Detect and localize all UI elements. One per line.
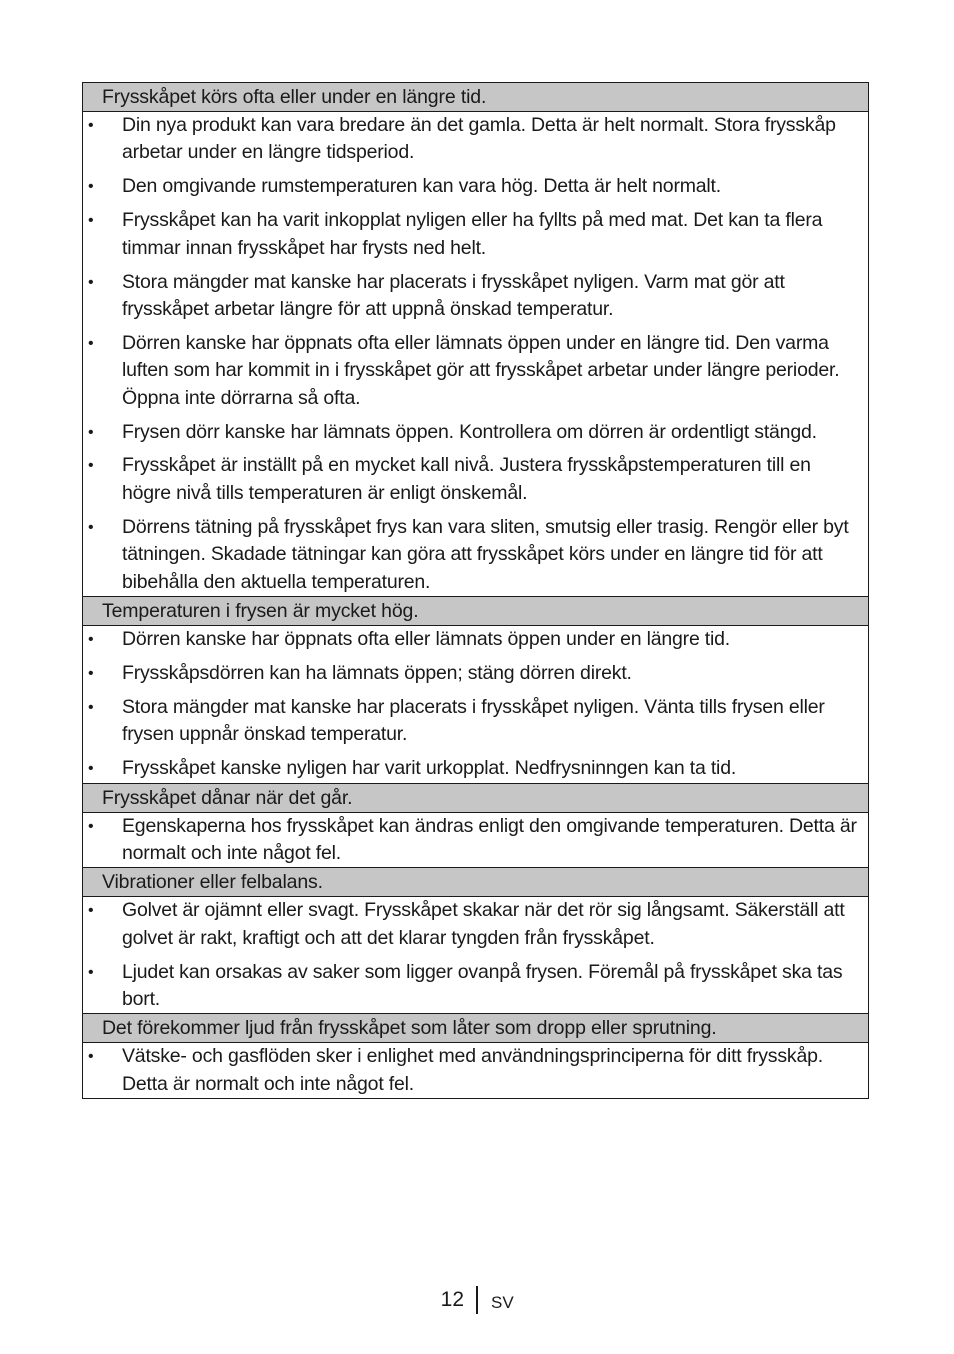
list-item-text: Frysskåpet kanske nyligen har varit urkopplat. Nedfrysninngen kan ta tid.: [122, 757, 737, 780]
footer-divider: [476, 1286, 478, 1314]
list-item: [83, 694, 862, 749]
list-item: [83, 112, 862, 167]
list-item-text: Egenskaperna hos frysskåpet kan ändras enligt den omgivande temperaturen. Detta är normalt och inte något fel.: [122, 814, 857, 864]
section-body: [83, 897, 868, 1014]
list-item: [83, 959, 862, 1014]
list-item: [83, 419, 862, 446]
list-item: [83, 330, 862, 412]
bullet-icon: •: [88, 117, 94, 134]
bullet-icon: •: [88, 963, 94, 981]
troubleshooting-table: [82, 82, 869, 1099]
list-item: [83, 626, 862, 653]
section-body: [83, 112, 868, 597]
list-item-text: Vätske- och gasflöden sker i enlighet med användningsprinciperna för ditt frysskåp. Detta är normalt och inte något fel.: [122, 1045, 823, 1095]
section-heading: Det förekommer ljud från frysskåpet som låter som dropp eller sprutning.: [83, 1014, 868, 1043]
list-item-text: Den omgivande rumstemperaturen kan vara hög. Detta är helt normalt.: [122, 175, 721, 198]
page-number: 12: [440, 1288, 464, 1311]
section-body: [83, 626, 868, 784]
bullet-icon: •: [88, 273, 94, 291]
bullet-icon: •: [88, 760, 94, 778]
section-dripping-sound: [83, 1014, 868, 1098]
list-item-text: Frysen dörr kanske har lämnats öppen. Kontrollera om dörren är ordentligt stängd.: [122, 420, 817, 443]
list-item-text: Dörren kanske har öppnats ofta eller lämnats öppen under en längre tid.: [122, 628, 731, 650]
language-code: SV: [491, 1293, 514, 1312]
list-item: [83, 660, 862, 687]
list-item-text: Dörren kanske har öppnats ofta eller lämnats öppen under en längre tid. Den varma luften som har kommit in i frysskåpet gör att frysskåpet arbetar under längre perioder. Öppna inte dörrarna så ofta.: [122, 331, 840, 409]
list-item: [83, 514, 862, 596]
list-item: [83, 452, 862, 507]
list-item-text: Stora mängder mat kanske har placerats i frysskåpet nyligen. Varm mat gör att frysskåpet arbetar längre för att uppnå önskad temperatur.: [122, 270, 785, 320]
list-item: [83, 755, 862, 782]
section-body: [83, 813, 868, 869]
list-item: [83, 207, 862, 262]
bullet-icon: •: [88, 902, 94, 920]
list-item-text: Frysskåpsdörren kan ha lämnats öppen; stäng dörren direkt.: [122, 661, 632, 684]
list-item-text: Din nya produkt kan vara bredare än det gamla. Detta är helt normalt. Stora frysskåp arbetar under en längre tidsperiod.: [122, 114, 836, 164]
list-item: [83, 1043, 862, 1098]
section-vibrations: [83, 868, 868, 1014]
section-heading: Temperaturen i frysen är mycket hög.: [83, 597, 868, 626]
bullet-icon: •: [88, 664, 94, 682]
list-item-text: Dörrens tätning på frysskåpet frys kan vara sliten, smutsig eller trasig. Rengör eller byt tätningen. Skadade tätningar kan göra att frysskåpet körs under en längre tid för att bibehålla den aktuella temperaturen.: [122, 515, 849, 593]
section-humming: [83, 784, 868, 869]
bullet-icon: •: [88, 423, 94, 441]
list-item-text: Stora mängder mat kanske har placerats i frysskåpet nyligen. Vänta tills frysen eller frysen uppnår önskad temperatur.: [122, 695, 825, 746]
list-item: [83, 173, 862, 200]
bullet-icon: •: [88, 518, 94, 536]
bullet-icon: •: [88, 212, 94, 230]
list-item-text: Golvet är ojämnt eller svagt. Frysskåpet skakar när det rör sig långsamt. Säkerställ att golvet är rakt, kraftigt och att det klarar tyngden från frysskåpet.: [122, 899, 845, 949]
list-item-text: Ljudet kan orsakas av saker som ligger ovanpå frysen. Föremål på frysskåpet ska tas bort.: [122, 960, 843, 1011]
bullet-icon: •: [88, 817, 94, 835]
bullet-icon: •: [88, 698, 94, 716]
list-item-text: Frysskåpet är inställt på en mycket kall nivå. Justera frysskåpstemperaturen till en högre nivå tills temperaturen är enligt önskemål.: [122, 454, 811, 504]
section-temperature-high: [83, 597, 868, 784]
page-footer: [0, 1286, 954, 1314]
section-heading: Frysskåpet dånar när det går.: [83, 784, 868, 813]
bullet-icon: •: [88, 334, 94, 352]
bullet-icon: •: [88, 457, 94, 475]
bullet-icon: •: [88, 1048, 94, 1066]
bullet-icon: •: [88, 631, 94, 648]
list-item: [83, 269, 862, 324]
section-heading: Frysskåpet körs ofta eller under en längre tid.: [83, 83, 868, 112]
section-body: [83, 1043, 868, 1098]
list-item-text: Frysskåpet kan ha varit inkopplat nyligen eller ha fyllts på med mat. Det kan ta flera timmar innan frysskåpet har frysts ned helt.: [122, 209, 823, 259]
list-item: [83, 897, 862, 952]
section-heading: Vibrationer eller felbalans.: [83, 868, 868, 897]
section-runs-often: [83, 83, 868, 597]
bullet-icon: •: [88, 178, 94, 196]
list-item: [83, 813, 862, 868]
